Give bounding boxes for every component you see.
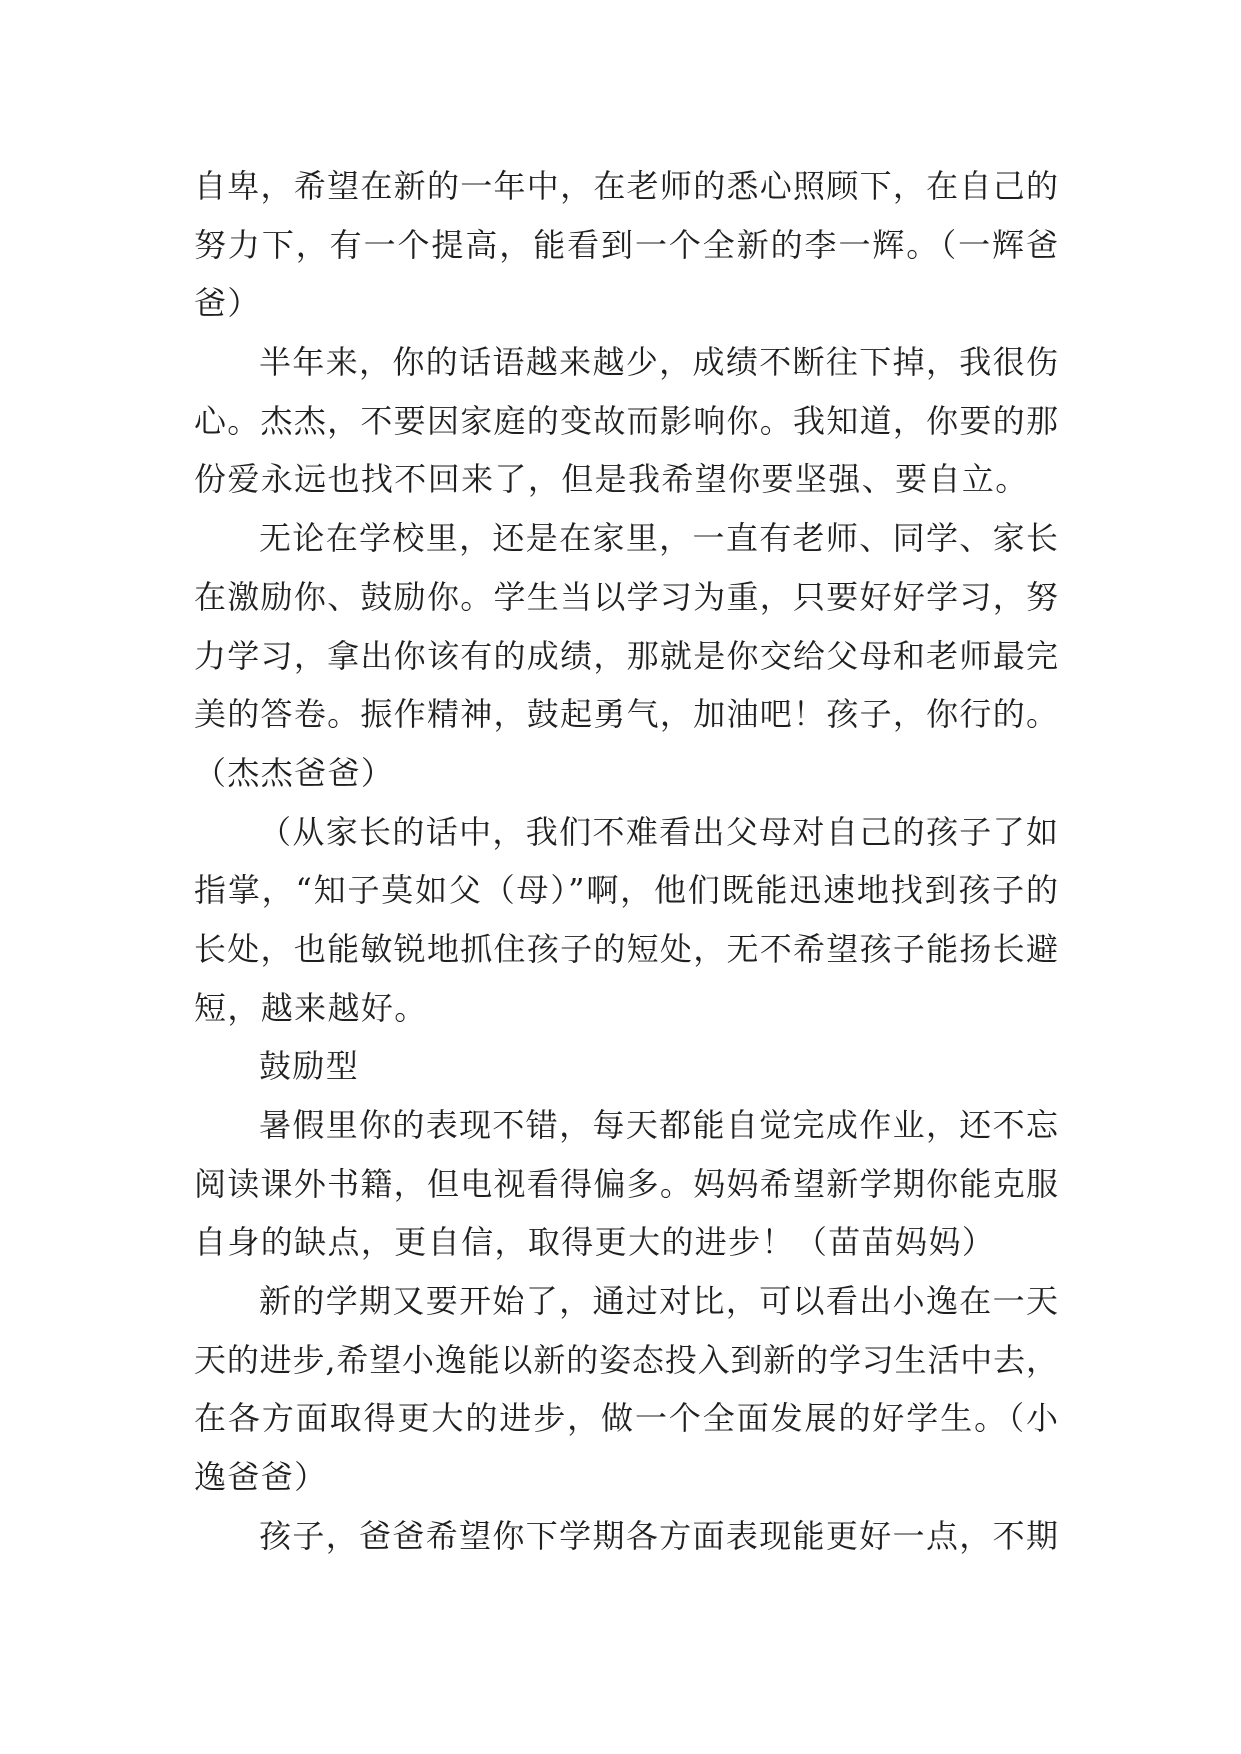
paragraph: [194, 509, 1058, 802]
text-line: 在各方面取得更大的进步，做一个全面发展的好学生。（小: [194, 1399, 1060, 1438]
text-line: 新的学期又要开始了，通过对比，可以看出小逸在一天: [259, 1282, 1060, 1321]
paragraph: [194, 1272, 1058, 1507]
text-line: （杰杰爸爸）: [194, 753, 395, 792]
text-line: 逸爸爸）: [194, 1458, 328, 1497]
text-line: 半年来，你的话语越来越少，成绩不断往下掉，我很伤: [259, 343, 1060, 382]
paragraph: [194, 1507, 1058, 1566]
text-line: 份爱永远也找不回来了，但是我希望你要坚强、要自立。: [194, 460, 1029, 499]
paragraph: [194, 1096, 1058, 1272]
paragraph: [194, 157, 1058, 333]
document-page: [194, 157, 1058, 1566]
text-line: 长处，也能敏锐地抓住孩子的短处，无不希望孩子能扬长避: [194, 929, 1060, 968]
text-line: 力学习，拿出你该有的成绩，那就是你交给父母和老师最完: [194, 636, 1060, 675]
text-line: 爸）: [194, 284, 261, 323]
text-line: 孩子，爸爸希望你下学期各方面表现能更好一点，不期: [259, 1516, 1060, 1555]
paragraph: [194, 803, 1058, 1038]
text-line: 短，越来越好。: [194, 988, 428, 1027]
text-line: 在激励你、鼓励你。学生当以学习为重，只要好好学习，努: [194, 577, 1060, 616]
text-line: 指掌，“知子莫如父（母）”啊，他们既能迅速地找到孩子的: [194, 871, 1060, 910]
text-line: 美的答卷。振作精神，鼓起勇气，加油吧！孩子，你行的。: [194, 695, 1060, 734]
text-line: 努力下，有一个提高，能看到一个全新的李一辉。（一辉爸: [194, 225, 1060, 264]
text-line: 天的进步,希望小逸能以新的姿态投入到新的学习生活中去，: [194, 1340, 1059, 1379]
section-heading: 鼓励型: [259, 1047, 360, 1086]
text-line: （从家长的话中，我们不难看出父母对自己的孩子了如: [259, 812, 1060, 851]
paragraph: [194, 333, 1058, 509]
text-line: 阅读课外书籍，但电视看得偏多。妈妈希望新学期你能克服: [194, 1164, 1060, 1203]
text-line: 自卑，希望在新的一年中，在老师的悉心照顾下，在自己的: [194, 167, 1060, 205]
text-line: 暑假里你的表现不错，每天都能自觉完成作业，还不忘: [259, 1106, 1060, 1144]
text-line: 无论在学校里，还是在家里，一直有老师、同学、家长: [259, 519, 1060, 558]
text-line: 自身的缺点，更自信，取得更大的进步！（苗苗妈妈）: [194, 1223, 996, 1262]
text-line: 心。杰杰，不要因家庭的变故而影响你。我知道，你要的那: [194, 401, 1060, 440]
